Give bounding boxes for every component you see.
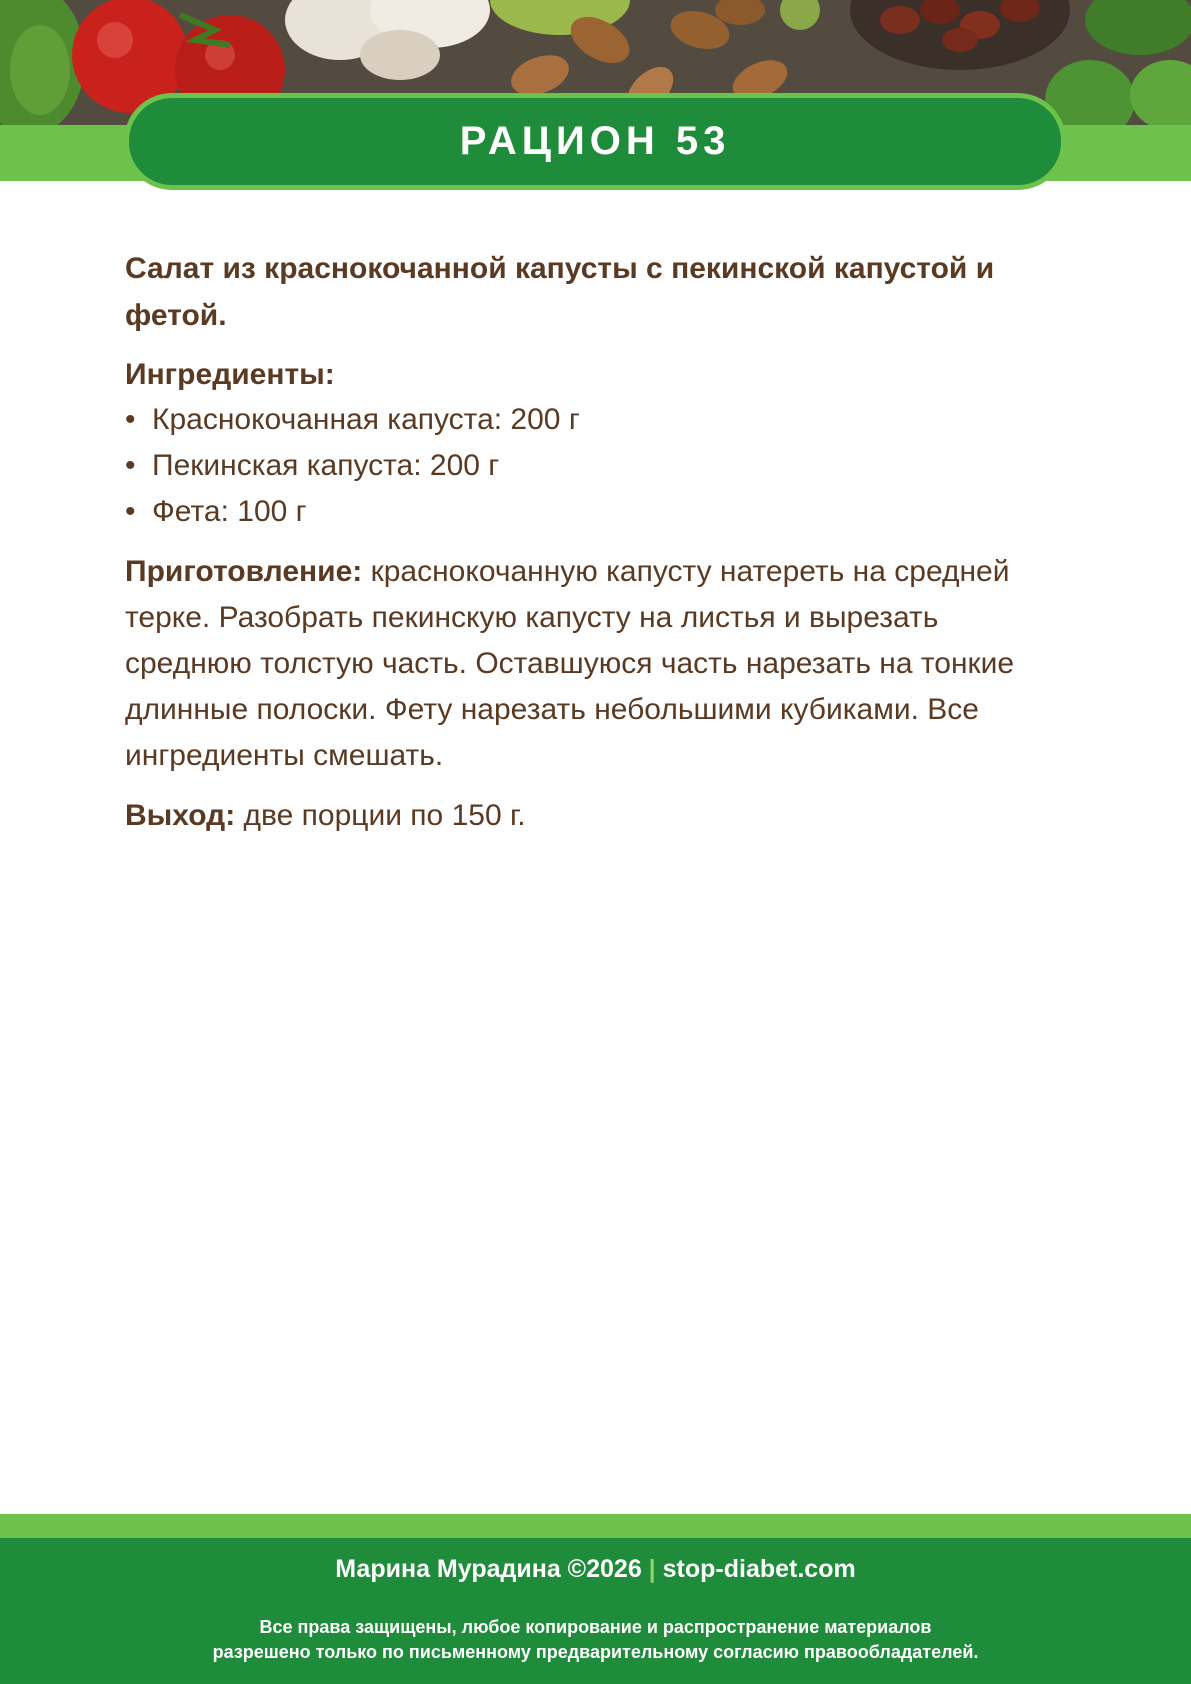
page-title: РАЦИОН 53	[459, 119, 731, 163]
recipe-content	[125, 245, 1065, 853]
ingredient-item: • Пекинская капуста: 200 г	[125, 443, 1065, 489]
footer-separator: |	[648, 1555, 656, 1583]
rights-notice	[0, 1615, 1191, 1665]
preparation-paragraph	[125, 549, 1065, 779]
yield-text: две порции по 150 г.	[243, 799, 526, 832]
ingredient-item: • Фета: 100 г	[125, 489, 1065, 535]
yield-paragraph	[125, 793, 1065, 839]
yield-label: Выход:	[125, 799, 236, 832]
rights-line-1: Все права защищены, любое копирование и распространение материалов	[259, 1617, 932, 1637]
footer	[0, 1538, 1191, 1684]
footer-credits	[0, 1552, 1191, 1586]
rights-line-2: разрешено только по письменному предварительному согласию правообладателей.	[212, 1642, 979, 1662]
site-name: stop-diabet.com	[662, 1555, 856, 1583]
title-banner	[124, 93, 1066, 190]
author-copyright: Марина Мурадина ©2026	[335, 1555, 642, 1583]
footer-green-strip	[0, 1514, 1191, 1538]
preparation-text: краснокочанную капусту натереть на средней терке. Разобрать пекинскую капусту на листья и вырезать среднюю толстую часть. Оставшуюся часть нарезать на тонкие длинные полоски. Фету нарезать небольшими кубиками. Все ингредиенты смешать.	[125, 555, 1015, 772]
preparation-label: Приготовление:	[125, 555, 363, 588]
recipe-title: Салат из краснокочанной капусты с пекинской капустой и фетой.	[125, 252, 995, 332]
ingredients-heading: Ингредиенты:	[125, 358, 335, 391]
ingredients-list	[125, 397, 1065, 535]
ingredient-item: • Краснокочанная капуста: 200 г	[125, 397, 1065, 443]
